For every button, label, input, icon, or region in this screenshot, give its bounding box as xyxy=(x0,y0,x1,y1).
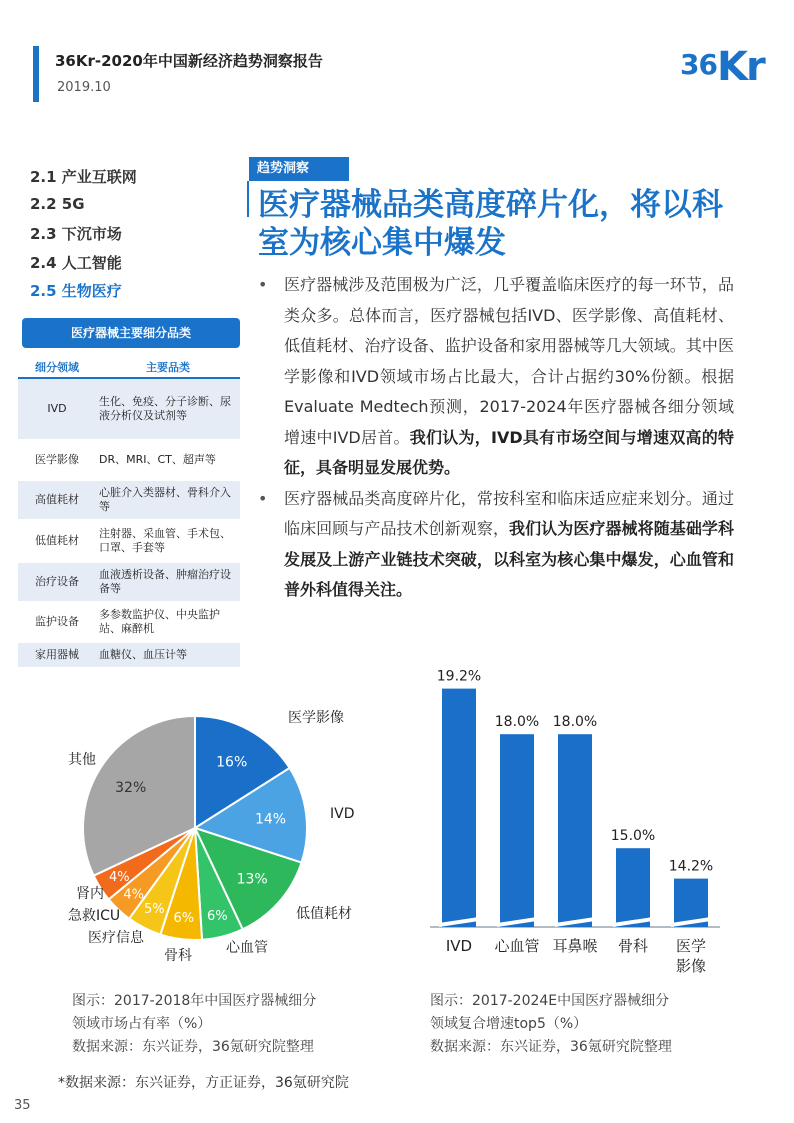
bullet-icon: • xyxy=(258,275,268,294)
bar-value-label: 14.2% xyxy=(668,858,714,875)
table-cell-items: 血液透析设备、肿瘤治疗设备等 xyxy=(96,562,240,602)
pie-category-label: 医疗信息 xyxy=(88,930,144,946)
bar-category-label: 心血管 xyxy=(494,937,540,955)
bar-caption xyxy=(430,990,672,1059)
pie-category-label: 医学影像 xyxy=(288,710,344,726)
section-title: 医疗器械品类高度碎片化，将以科室为核心集中爆发 xyxy=(258,187,723,261)
pie-value-label: 13% xyxy=(236,871,268,888)
table-title: 医疗器械主要细分品类 xyxy=(22,318,240,348)
toc-item-5g[interactable]: 2.2 5G xyxy=(30,194,85,213)
table-cell-items: 多参数监护仪、中央监护站、麻醉机 xyxy=(96,602,240,642)
bullet-icon: • xyxy=(258,488,268,508)
pie-value-label: 6% xyxy=(173,910,195,926)
table-cell-items: 心脏介入类器材、骨科介入等 xyxy=(96,480,240,520)
table-cell-field: 家用器械 xyxy=(18,642,96,668)
table-header-items: 主要品类 xyxy=(96,356,240,378)
table-cell-field: 治疗设备 xyxy=(18,562,96,602)
report-date: 2019.10 xyxy=(57,80,111,95)
bar-category-label: IVD xyxy=(445,937,473,955)
bar-value-label: 19.2% xyxy=(436,668,482,685)
pie-value-label: 14% xyxy=(254,811,287,828)
table-header-field: 细分领域 xyxy=(18,356,96,378)
bar-value-label: 18.0% xyxy=(552,714,598,731)
table-row xyxy=(18,602,240,642)
pie-caption-source: 数据来源：东兴证券，36氪研究院整理 xyxy=(72,1039,314,1055)
table-cell-field: 监护设备 xyxy=(18,602,96,642)
pie-value-label: 4% xyxy=(109,870,130,886)
paragraph xyxy=(256,270,734,484)
category-table xyxy=(18,356,240,669)
bar-caption-source: 数据来源：东兴证券，36氪研究院整理 xyxy=(430,1039,672,1055)
toc-item-ai[interactable]: 2.4 人工智能 xyxy=(30,253,122,272)
bar xyxy=(500,734,534,927)
table-cell-items: 注射器、采血管、手术包、口罩、手套等 xyxy=(96,520,240,562)
bar-category-label: 骨科 xyxy=(617,937,649,955)
paragraph-emphasis: 我们认为医疗器械将随基础学科发展及上游产业链技术突破，以科室为核心集中爆发，心血管和普外科值得关注。 xyxy=(284,519,734,599)
pie-value-label: 32% xyxy=(115,780,147,797)
pie-chart xyxy=(40,700,400,990)
bar-value-label: 15.0% xyxy=(610,828,656,845)
table-row xyxy=(18,378,240,440)
pie-category-label: 肾内 xyxy=(76,886,104,902)
pie-category-label: 骨科 xyxy=(164,948,192,964)
table-cell-items: DR、MRI、CT、超声等 xyxy=(96,440,240,480)
bar-chart xyxy=(420,668,740,990)
table-row xyxy=(18,520,240,562)
paragraph xyxy=(256,484,734,606)
pie-category-label: 低值耗材 xyxy=(296,906,352,922)
36kr-logo xyxy=(680,44,764,90)
toc-item-biomedical[interactable]: 2.5 生物医疗 xyxy=(30,282,122,300)
table-cell-field: IVD xyxy=(18,378,96,440)
paragraph-text: 医疗器械品类高度碎片化，常按科室和临床适应症来划分。通过临床回顾与产品技术创新观察， xyxy=(284,488,734,538)
header-accent-bar xyxy=(33,46,39,102)
pie-category-label: IVD xyxy=(330,806,355,822)
pie-value-label: 5% xyxy=(144,901,165,917)
pie-category-label: 急救ICU xyxy=(68,908,121,924)
logo-letters: Kr xyxy=(716,44,764,90)
bar-category-label: 耳鼻喉 xyxy=(552,937,598,955)
pie-caption xyxy=(72,990,316,1059)
pie-category-label: 心血管 xyxy=(226,940,268,956)
table-row xyxy=(18,480,240,520)
pie-caption-line: 领域市场占有率（%） xyxy=(72,1016,212,1032)
bar-caption-line: 领域复合增速top5（%） xyxy=(430,1016,588,1032)
pie-value-label: 6% xyxy=(206,908,228,924)
bar-value-label: 18.0% xyxy=(494,714,540,731)
bar xyxy=(616,848,650,927)
table-row xyxy=(18,440,240,480)
bar xyxy=(558,734,592,927)
pie-category-label: 其他 xyxy=(68,752,96,768)
toc-item-industrial-internet[interactable]: 2.1 产业互联网 xyxy=(30,168,137,186)
table-cell-items: 血糖仪、血压计等 xyxy=(96,642,240,668)
table-cell-field: 低值耗材 xyxy=(18,520,96,562)
paragraph-text: 医疗器械涉及范围极为广泛，几乎覆盖临床医疗的每一环节，品类众多。总体而言，医疗器械包括IVD、医学影像、高值耗材、低值耗材、治疗设备、监护设备和家用器械等几大领域。其中医学影像和IVD领域市场占比最大，合计占据约30%份额。根据Evaluate Medtech预测，2017-2024年医疗器械各细分领域增速中IVD居首。 xyxy=(284,275,734,447)
body-text xyxy=(256,270,734,606)
table-row xyxy=(18,562,240,602)
pie-value-label: 16% xyxy=(216,754,248,771)
toc-item-lower-tier-market[interactable]: 2.3 下沉市场 xyxy=(30,225,122,243)
report-title: 36Kr-2020年中国新经济趋势洞察报告 xyxy=(55,52,323,70)
section-tag: 趋势洞察 xyxy=(249,157,349,181)
table-of-contents xyxy=(30,166,137,309)
bar-category-label: 医学 xyxy=(675,937,707,955)
bar-category-label: 影像 xyxy=(675,957,707,975)
logo-number: 36 xyxy=(680,48,717,81)
table-cell-items: 生化、免疫、分子诊断、尿液分析仪及试剂等 xyxy=(96,378,240,440)
paragraph-emphasis: 我们认为，IVD具有市场空间与增速双高的特征，具备明显发展优势。 xyxy=(284,427,734,477)
bar-caption-line: 图示：2017-2024E中国医疗器械细分 xyxy=(430,993,670,1009)
table-cell-field: 高值耗材 xyxy=(18,480,96,520)
pie-value-label: 4% xyxy=(123,887,144,903)
pie-caption-line: 图示：2017-2018年中国医疗器械细分 xyxy=(72,993,317,1009)
section-tag-line xyxy=(247,181,249,217)
bar-chart-container xyxy=(420,668,740,990)
table-row xyxy=(18,642,240,668)
page-number: 35 xyxy=(14,1098,31,1113)
table-cell-field: 医学影像 xyxy=(18,440,96,480)
pie-chart-container xyxy=(40,700,400,990)
data-source-footnote: *数据来源：东兴证券，方正证券，36氪研究院 xyxy=(58,1075,349,1091)
bar xyxy=(442,689,476,927)
